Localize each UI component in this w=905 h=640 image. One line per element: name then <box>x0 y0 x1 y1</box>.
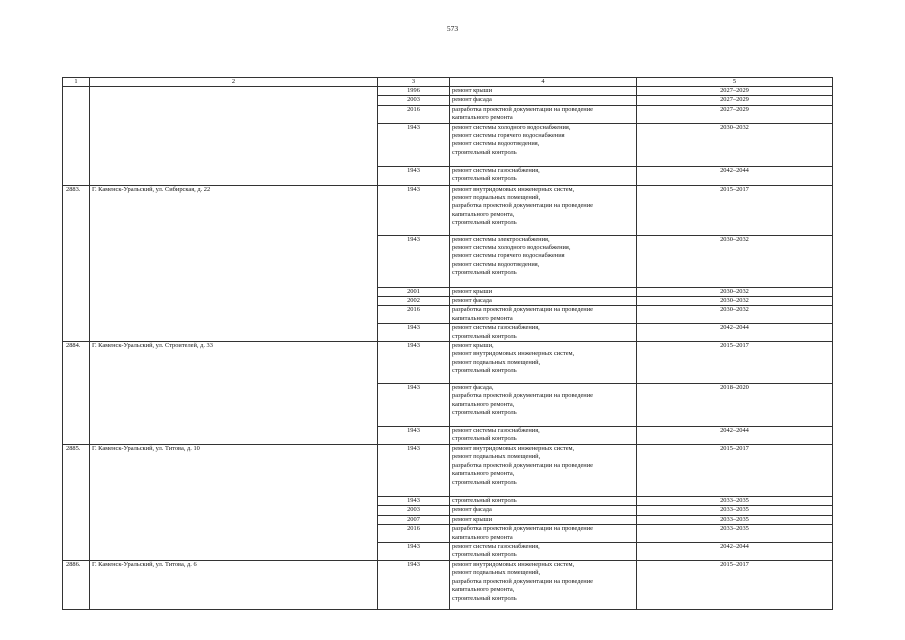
work-item: разработка проектной документации на проведение <box>452 105 593 113</box>
year-cell: 1943 <box>378 496 450 505</box>
work-item: разработка проектной документации на проведение <box>452 525 593 533</box>
work-item: ремонт подвальных помещений, <box>452 358 541 366</box>
row-number-cell: 2886. <box>63 560 90 609</box>
year-cell: 1943 <box>378 427 450 445</box>
work-item: ремонт подвальных помещений, <box>452 194 541 202</box>
works-cell <box>450 560 637 609</box>
address-cell <box>90 87 378 186</box>
work-item: строительный контроль <box>452 409 517 417</box>
year-cell: 1943 <box>378 560 450 609</box>
year-cell: 2003 <box>378 506 450 515</box>
year-cell: 1943 <box>378 185 450 235</box>
work-item: строительный контроль <box>452 435 517 443</box>
period-cell: 2033–2035 <box>637 496 833 505</box>
work-item: капитального ремонта <box>452 533 513 541</box>
work-item: ремонт фасада <box>452 297 492 305</box>
work-item: ремонт крыши <box>452 87 493 94</box>
year-cell: 1943 <box>378 542 450 560</box>
work-item: разработка проектной документации на проведение <box>452 202 593 210</box>
works-cell <box>450 123 637 166</box>
work-item: капитального ремонта, <box>452 210 515 218</box>
year-cell: 2007 <box>378 515 450 524</box>
table-body <box>63 87 833 610</box>
address-cell: Г. Каменск-Уральский, ул. Титова, д. 6 <box>90 560 378 609</box>
works-cell <box>450 297 637 306</box>
row-number-cell: 2883. <box>63 185 90 341</box>
works-cell <box>450 515 637 524</box>
work-item: ремонт крыши <box>452 515 493 523</box>
period-cell: 2030–2032 <box>637 123 833 166</box>
period-cell: 2033–2035 <box>637 525 833 543</box>
row-number-cell: 2885. <box>63 444 90 560</box>
works-cell <box>450 185 637 235</box>
period-cell: 2027–2029 <box>637 96 833 105</box>
work-item: ремонт системы холодного водоснабжения, <box>452 123 571 131</box>
year-cell: 2016 <box>378 525 450 543</box>
work-item: ремонт системы водоотведения, <box>452 260 540 268</box>
period-cell: 2015–2017 <box>637 342 833 384</box>
header-row <box>63 78 833 87</box>
work-item: ремонт внутридомовых инженерных систем, <box>452 185 575 193</box>
works-cell <box>450 496 637 505</box>
year-cell: 1943 <box>378 235 450 287</box>
row-number-cell <box>63 87 90 186</box>
table-row <box>63 342 833 384</box>
work-item: ремонт фасада, <box>452 384 494 392</box>
works-cell <box>450 87 637 96</box>
header-cell-col-5: 5 <box>637 78 833 87</box>
works-cell <box>450 324 637 342</box>
work-item: ремонт внутридомовых инженерных систем, <box>452 444 575 452</box>
period-cell: 2018–2020 <box>637 384 833 427</box>
work-item: строительный контроль <box>452 478 517 486</box>
work-item: капитального ремонта <box>452 114 513 122</box>
address-cell: Г. Каменск-Уральский, ул. Титова, д. 10 <box>90 444 378 560</box>
works-cell <box>450 287 637 296</box>
year-cell: 1943 <box>378 444 450 496</box>
works-cell <box>450 105 637 123</box>
header-cell-col-2: 2 <box>90 78 378 87</box>
period-cell: 2027–2029 <box>637 105 833 123</box>
work-item: строительный контроль <box>452 367 517 375</box>
work-item: капитального ремонта, <box>452 470 515 478</box>
work-item: ремонт системы газоснабжения, <box>452 324 540 332</box>
works-cell <box>450 525 637 543</box>
work-item: ремонт системы горячего водоснабжения <box>452 132 565 140</box>
work-item: ремонт системы газоснабжения, <box>452 542 540 550</box>
work-item: ремонт системы холодного водоснабжения, <box>452 244 571 252</box>
work-item: ремонт крыши <box>452 287 493 295</box>
period-cell: 2015–2017 <box>637 444 833 496</box>
work-item: ремонт фасада <box>452 96 492 104</box>
year-cell: 2016 <box>378 306 450 324</box>
period-cell: 2030–2032 <box>637 306 833 324</box>
work-item: строительный контроль <box>452 175 517 183</box>
address-cell: Г. Каменск-Уральский, ул. Сибирская, д. 22 <box>90 185 378 341</box>
work-item: капитального ремонта, <box>452 586 515 594</box>
work-item: строительный контроль <box>452 148 517 156</box>
work-item: строительный контроль <box>452 332 517 340</box>
work-item: строительный контроль <box>452 269 517 277</box>
works-cell <box>450 506 637 515</box>
table-row <box>63 87 833 96</box>
works-cell <box>450 444 637 496</box>
period-cell: 2042–2044 <box>637 166 833 185</box>
period-cell: 2030–2032 <box>637 287 833 296</box>
work-item: разработка проектной документации на проведение <box>452 577 593 585</box>
period-cell: 2042–2044 <box>637 542 833 560</box>
repair-schedule-table <box>62 77 833 610</box>
work-item: разработка проектной документации на проведение <box>452 306 593 314</box>
work-item: строительный контроль <box>452 496 517 504</box>
period-cell: 2042–2044 <box>637 324 833 342</box>
work-item: разработка проектной документации на проведение <box>452 392 593 400</box>
year-cell: 2002 <box>378 297 450 306</box>
work-item: ремонт фасада <box>452 506 492 514</box>
page-number: 573 <box>446 24 459 33</box>
work-item: строительный контроль <box>452 551 517 559</box>
work-item: ремонт системы водоотведения, <box>452 140 540 148</box>
year-cell: 2001 <box>378 287 450 296</box>
year-cell: 2016 <box>378 105 450 123</box>
table-row <box>63 560 833 609</box>
works-cell <box>450 342 637 384</box>
works-cell <box>450 542 637 560</box>
works-cell <box>450 384 637 427</box>
works-cell <box>450 306 637 324</box>
period-cell: 2033–2035 <box>637 515 833 524</box>
repair-schedule-table-wrap <box>62 77 832 610</box>
work-item: ремонт системы газоснабжения, <box>452 166 540 174</box>
period-cell: 2015–2017 <box>637 185 833 235</box>
period-cell: 2030–2032 <box>637 235 833 287</box>
year-cell: 2003 <box>378 96 450 105</box>
period-cell: 2030–2032 <box>637 297 833 306</box>
year-cell: 1943 <box>378 384 450 427</box>
works-cell <box>450 96 637 105</box>
work-item: ремонт внутридомовых инженерных систем, <box>452 560 575 568</box>
work-item: ремонт системы газоснабжения, <box>452 427 540 435</box>
table-row <box>63 185 833 235</box>
work-item: капитального ремонта, <box>452 400 515 408</box>
work-item: ремонт подвальных помещений, <box>452 569 541 577</box>
work-item: ремонт системы горячего водоснабжения <box>452 252 565 260</box>
works-cell <box>450 235 637 287</box>
period-cell: 2033–2035 <box>637 506 833 515</box>
row-number-cell: 2884. <box>63 342 90 445</box>
work-item: разработка проектной документации на проведение <box>452 461 593 469</box>
works-cell <box>450 427 637 445</box>
year-cell: 1943 <box>378 324 450 342</box>
work-item: строительный контроль <box>452 594 517 602</box>
period-cell: 2027–2029 <box>637 87 833 96</box>
table-row <box>63 444 833 496</box>
year-cell: 1943 <box>378 123 450 166</box>
works-cell <box>450 166 637 185</box>
address-cell: Г. Каменск-Уральский, ул. Строителей, д. 33 <box>90 342 378 445</box>
work-item: капитального ремонта <box>452 314 513 322</box>
year-cell: 1943 <box>378 166 450 185</box>
work-item: ремонт подвальных помещений, <box>452 453 541 461</box>
work-item: строительный контроль <box>452 219 517 227</box>
work-item: ремонт системы электроснабжения, <box>452 235 550 243</box>
period-cell: 2015–2017 <box>637 560 833 609</box>
header-cell-col-4: 4 <box>450 78 637 87</box>
header-cell-col-1: 1 <box>63 78 90 87</box>
year-cell: 1943 <box>378 342 450 384</box>
header-cell-col-3: 3 <box>378 78 450 87</box>
period-cell: 2042–2044 <box>637 427 833 445</box>
work-item: ремонт внутридомовых инженерных систем, <box>452 350 575 358</box>
work-item: ремонт крыши, <box>452 342 494 350</box>
year-cell: 1996 <box>378 87 450 96</box>
